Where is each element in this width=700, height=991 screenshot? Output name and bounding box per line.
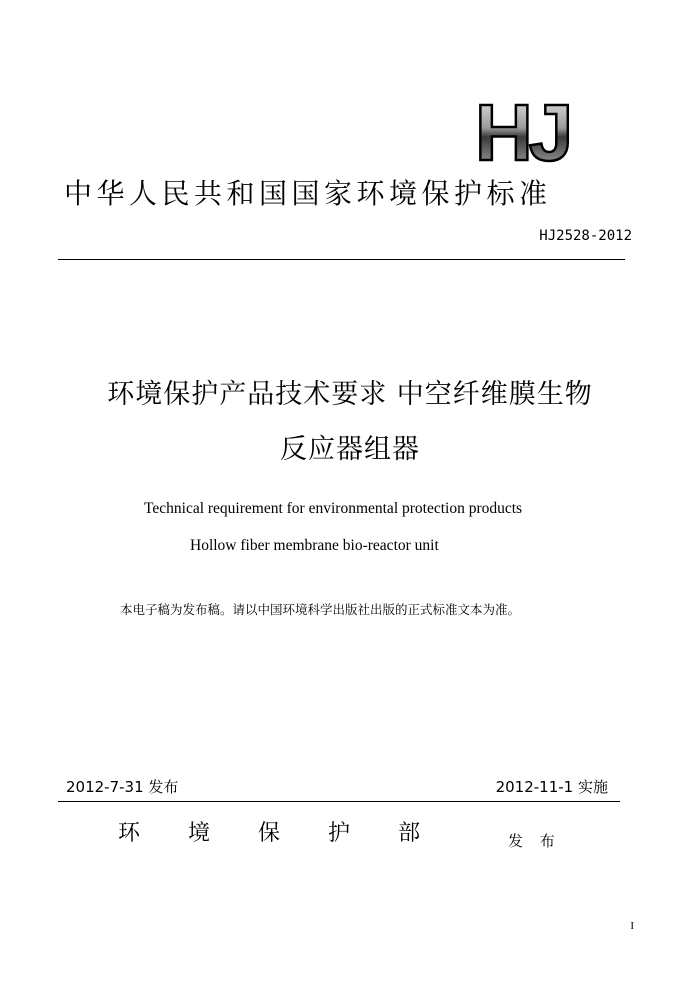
publish-label: 发 布 (508, 832, 561, 850)
electronic-version-note: 本电子稿为发布稿。请以中国环境科学出版社出版的正式标准文本为准。 (120, 602, 521, 617)
standard-category: 中华人民共和国国家环境保护标准 (64, 177, 552, 210)
title-zh-line1: 环境保护产品技术要求 中空纤维膜生物 (107, 379, 593, 410)
title-en-line1: Technical requirement for environmental protection products (144, 500, 523, 517)
issue-date: 2012-7-31 发布 (66, 778, 179, 796)
hj-logo-text: HJ (475, 96, 570, 166)
title-en-line2: Hollow fiber membrane bio-reactor unit (190, 537, 439, 554)
publisher-name (118, 816, 420, 847)
publisher-char: 境 (188, 821, 211, 846)
effective-date: 2012-11-1 实施 (495, 778, 608, 796)
publisher-char: 护 (328, 821, 351, 846)
hj-logo (472, 96, 592, 166)
publisher-char: 部 (398, 821, 421, 846)
standard-number: HJ2528-2012 (539, 228, 632, 244)
page-number: I (630, 920, 634, 932)
publisher-char: 保 (258, 821, 281, 846)
title-zh-line2: 反应器组器 (280, 434, 420, 465)
publisher-char: 环 (118, 821, 141, 846)
header-divider (58, 259, 625, 260)
footer-divider (58, 801, 620, 802)
